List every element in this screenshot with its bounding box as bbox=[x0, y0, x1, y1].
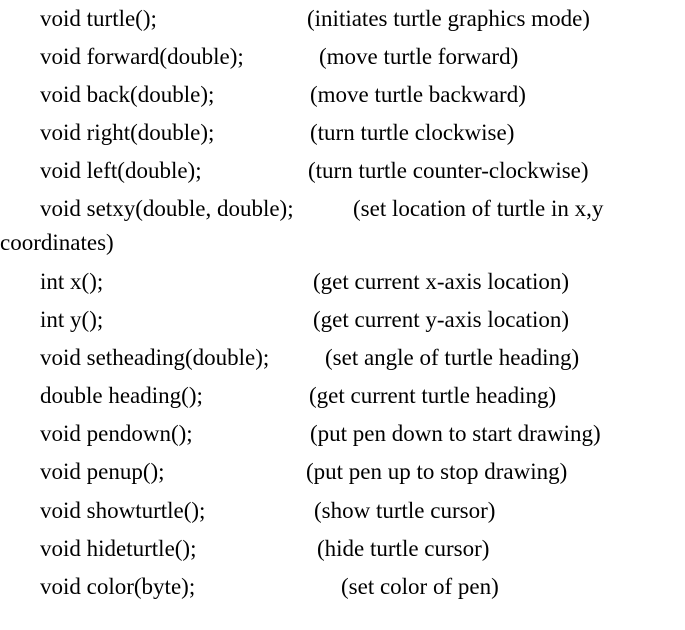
list-item-description bbox=[309, 382, 556, 410]
list-item-description bbox=[306, 458, 567, 486]
list-item bbox=[40, 535, 197, 563]
function-description: (put pen up to stop drawing) bbox=[306, 459, 568, 484]
list-item bbox=[40, 573, 195, 601]
function-signature: void hideturtle(); bbox=[40, 536, 197, 561]
list-item-description bbox=[314, 497, 495, 525]
list-item bbox=[40, 5, 157, 33]
function-signature: int y(); bbox=[40, 307, 104, 332]
list-item-description bbox=[310, 119, 514, 147]
function-signature: void setheading(double); bbox=[40, 345, 270, 370]
list-item bbox=[40, 43, 244, 71]
function-description: (get current y-axis location) bbox=[313, 307, 570, 332]
function-description: (put pen down to start drawing) bbox=[310, 421, 601, 446]
function-description: (show turtle cursor) bbox=[314, 498, 496, 523]
function-signature: void back(double); bbox=[40, 82, 215, 107]
function-signature: void showturtle(); bbox=[40, 498, 206, 523]
list-item bbox=[40, 382, 203, 410]
list-item-description bbox=[341, 573, 499, 601]
list-item-description bbox=[310, 81, 526, 109]
function-description: (get current x-axis location) bbox=[313, 269, 570, 294]
list-item-description bbox=[317, 535, 489, 563]
list-item bbox=[40, 420, 193, 448]
list-item bbox=[40, 195, 294, 223]
function-signature: void pendown(); bbox=[40, 421, 193, 446]
function-description: (set angle of turtle heading) bbox=[325, 345, 580, 370]
list-item bbox=[40, 497, 205, 525]
list-item-description bbox=[319, 43, 518, 71]
list-item bbox=[40, 306, 103, 334]
list-item-continuation bbox=[0, 229, 114, 257]
function-signature: void forward(double); bbox=[40, 44, 244, 69]
function-signature: int x(); bbox=[40, 269, 104, 294]
function-description-continuation: coordinates) bbox=[0, 230, 114, 255]
list-item-description bbox=[325, 344, 579, 372]
function-description: (turn turtle counter-clockwise) bbox=[308, 158, 589, 183]
list-item-description bbox=[313, 306, 569, 334]
list-item-description bbox=[313, 268, 569, 296]
list-item bbox=[40, 119, 214, 147]
list-item-description bbox=[353, 195, 603, 223]
function-description: (get current turtle heading) bbox=[309, 383, 557, 408]
function-description: (move turtle backward) bbox=[310, 82, 526, 107]
list-item-description bbox=[308, 157, 589, 185]
function-signature: void color(byte); bbox=[40, 574, 196, 599]
function-description: (initiates turtle graphics mode) bbox=[307, 6, 590, 31]
list-item bbox=[40, 344, 269, 372]
list-item bbox=[40, 268, 103, 296]
list-item bbox=[40, 157, 202, 185]
function-description: (hide turtle cursor) bbox=[317, 536, 490, 561]
function-description: (move turtle forward) bbox=[319, 44, 519, 69]
list-item bbox=[40, 81, 214, 109]
function-description: (turn turtle clockwise) bbox=[310, 120, 515, 145]
function-signature: void turtle(); bbox=[40, 6, 157, 31]
function-description: (set color of pen) bbox=[341, 574, 499, 599]
list-item-description bbox=[310, 420, 601, 448]
function-signature: void penup(); bbox=[40, 459, 165, 484]
list-item-description bbox=[307, 5, 590, 33]
function-signature: void setxy(double, double); bbox=[40, 196, 294, 221]
function-signature: void left(double); bbox=[40, 158, 202, 183]
function-signature: void right(double); bbox=[40, 120, 215, 145]
function-signature: double heading(); bbox=[40, 383, 203, 408]
list-item bbox=[40, 458, 165, 486]
function-description: (set location of turtle in x,y bbox=[353, 196, 604, 221]
